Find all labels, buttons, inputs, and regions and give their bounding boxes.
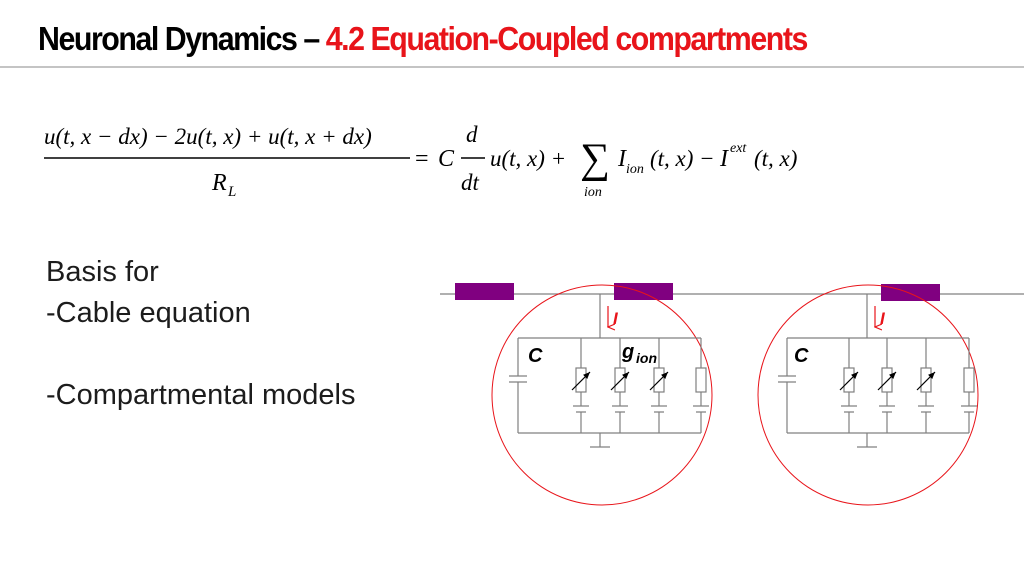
- left-compartment: [492, 285, 712, 505]
- course-title: Neuronal Dynamics: [38, 20, 297, 57]
- title-divider: [0, 66, 1024, 68]
- derivative-numerator: d: [466, 122, 478, 147]
- left-leak-channel: [693, 338, 709, 433]
- right-current-label: I: [880, 309, 885, 328]
- external-current-symbol: I: [720, 146, 728, 172]
- left-ground: [590, 433, 610, 447]
- external-current-superscript: ext: [730, 141, 747, 156]
- right-ground: [857, 433, 877, 447]
- left-ion-channel-1: [572, 338, 590, 433]
- denominator-resistance: R: [212, 170, 227, 196]
- sum-index: ion: [584, 185, 602, 200]
- compartmental-models-item: -Compartmental models: [46, 379, 356, 411]
- coupled-compartment-equation: [40, 112, 830, 212]
- right-compartment: [758, 285, 978, 505]
- potential-term: u(t, x) +: [490, 146, 567, 171]
- section-title: 4.2 Equation-Coupled compartments: [325, 20, 807, 57]
- longitudinal-resistor-3: [881, 284, 940, 301]
- denominator-subscript: L: [228, 184, 237, 200]
- compartment-circuit-diagram: [440, 250, 1024, 546]
- left-compartment-circle: [492, 285, 712, 505]
- left-capacitor: [509, 338, 527, 433]
- derivative-denominator: dt: [461, 170, 479, 195]
- title-separator: –: [296, 20, 326, 57]
- body-text: [46, 252, 355, 416]
- right-leak-channel: [961, 338, 977, 433]
- right-capacitor-label: C: [794, 345, 809, 367]
- ion-current-symbol: I: [618, 146, 626, 172]
- external-current-args: (t, x): [754, 146, 798, 171]
- longitudinal-resistor-1: [455, 283, 514, 300]
- conductance-subscript: ion: [636, 350, 657, 366]
- right-compartment-circle: [758, 285, 978, 505]
- equation-numerator: u(t, x − dx) − 2u(t, x) + u(t, x + dx): [44, 124, 372, 149]
- right-ion-channel-3: [917, 338, 935, 433]
- cable-equation-item: -Cable equation: [46, 297, 251, 329]
- conductance-symbol: g: [622, 341, 635, 363]
- equals-sign: =: [415, 146, 429, 172]
- capacitance-symbol: C: [438, 146, 455, 172]
- right-ion-channel-1: [840, 338, 858, 433]
- right-ion-channel-2: [878, 338, 896, 433]
- blank-line: [46, 334, 355, 375]
- left-capacitor-label: C: [528, 345, 543, 367]
- slide-title: [38, 20, 807, 66]
- ion-current-args: (t, x) −: [650, 146, 715, 171]
- longitudinal-resistor-2: [614, 283, 673, 300]
- sum-symbol: ∑: [580, 136, 610, 182]
- basis-heading: Basis for: [46, 256, 159, 288]
- left-current-label: I: [613, 309, 618, 328]
- ion-current-subscript: ion: [626, 162, 644, 177]
